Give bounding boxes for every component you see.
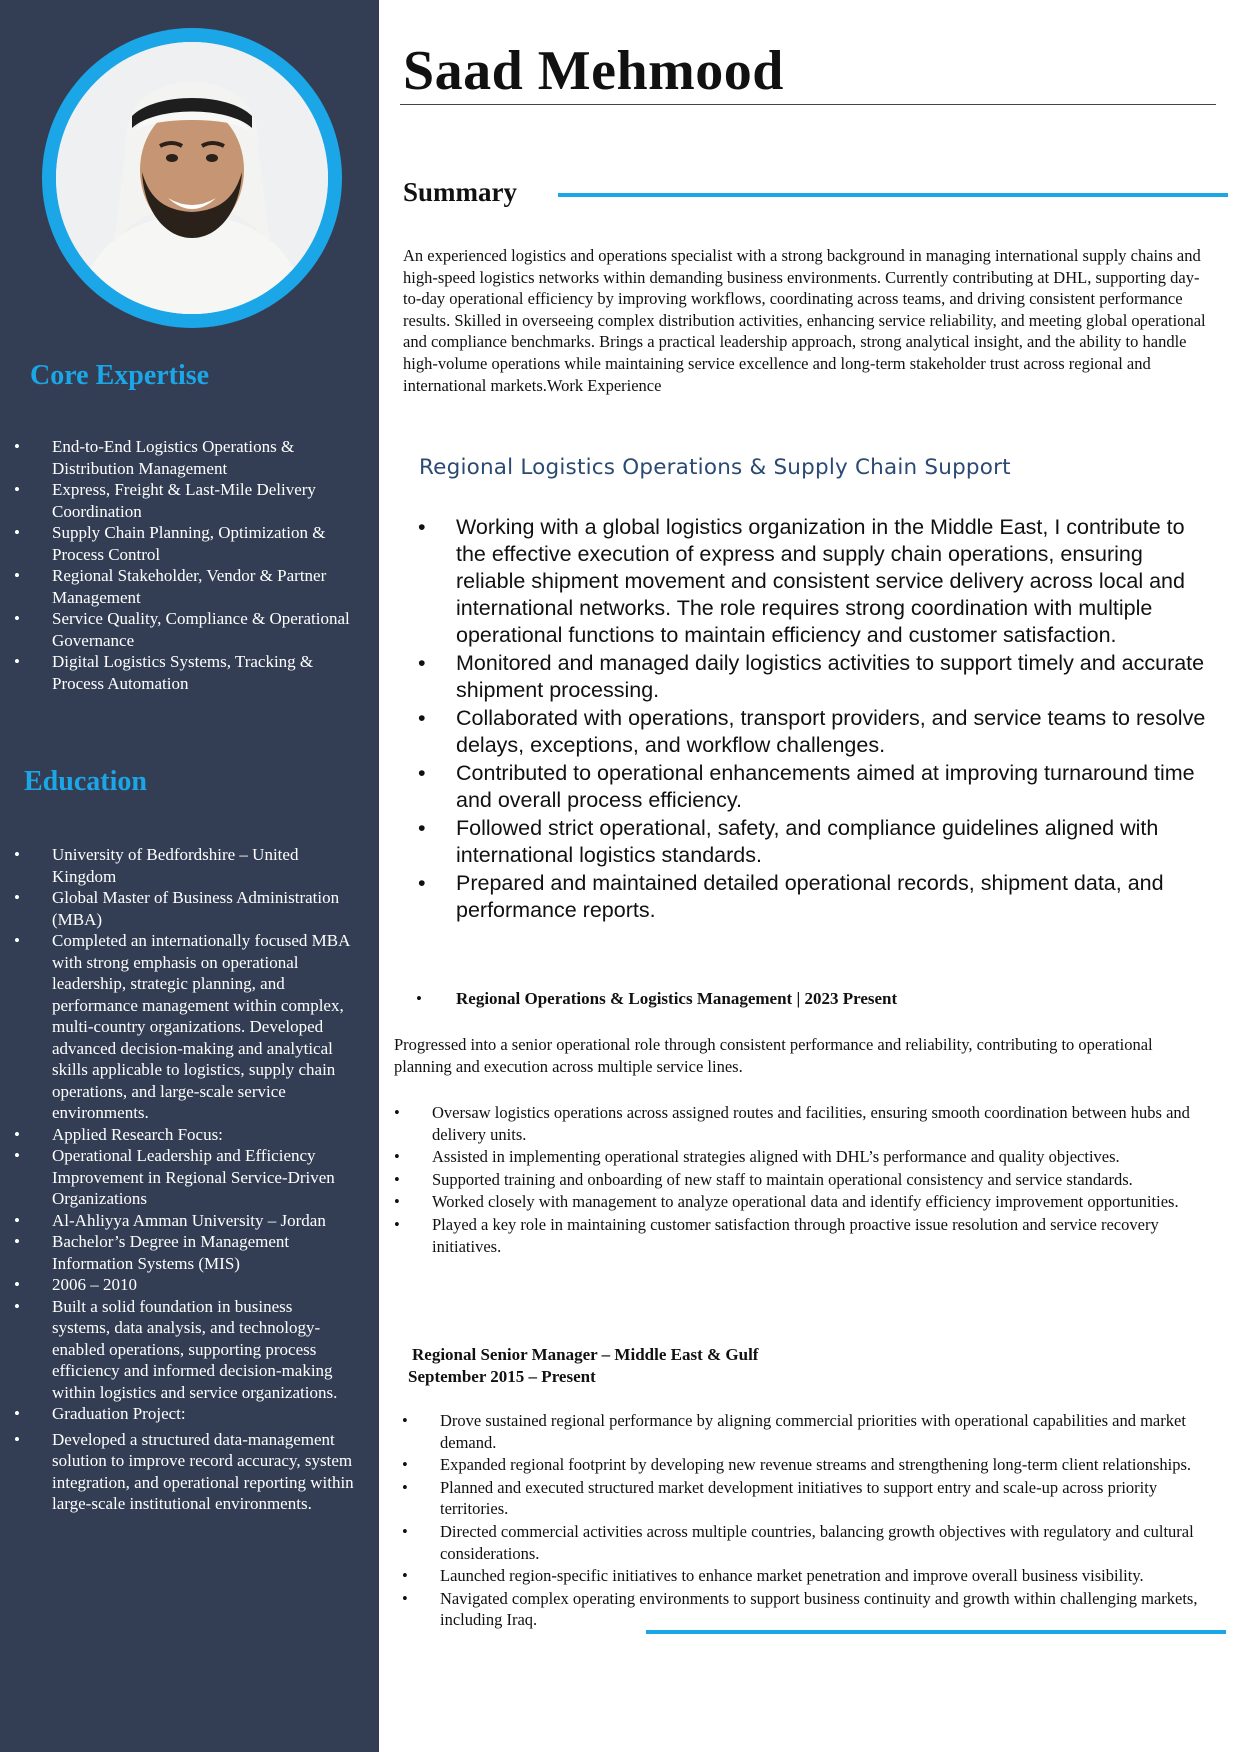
list-item: • Graduation Project: <box>14 1403 354 1425</box>
list-item: • Monitored and managed daily logistics activities to support timely and accurate shipment processing. <box>416 650 1216 704</box>
avatar-icon <box>56 42 328 314</box>
position-1-title-row <box>416 989 897 1009</box>
list-item: • Oversaw logistics operations across assigned routes and facilities, ensuring smooth coordination between hubs and delivery units. <box>394 1102 1194 1145</box>
list-item: • Bachelor’s Degree in Management Information Systems (MIS) <box>14 1231 354 1274</box>
list-item: • Navigated complex operating environments to support business continuity and growth within challenging markets, including Iraq. <box>402 1588 1212 1631</box>
summary-heading: Summary <box>403 177 517 207</box>
bullet-icon: • <box>416 989 422 1008</box>
position-1-title: Regional Operations & Logistics Management | 2023 Present <box>456 989 898 1008</box>
position-1-intro: Progressed into a senior operational role through consistent performance and reliability, contributing to operational planning and execution across multiple service lines. <box>394 1035 1153 1076</box>
list-item: • Played a key role in maintaining customer satisfaction through proactive issue resolution and service recovery initiatives. <box>394 1214 1194 1257</box>
list-item: • Developed a structured data-management solution to improve record accuracy, system integration, and operational reporting within large-scale institutional environments. <box>14 1429 354 1515</box>
list-item: • Built a solid foundation in business systems, data analysis, and technology-enabled operations, supporting process efficiency and informed decision-making within logistics and service organizations. <box>14 1296 354 1404</box>
core-expertise-list <box>14 436 354 694</box>
list-item: • Working with a global logistics organization in the Middle East, I contribute to the effective execution of express and supply chain operations, ensuring reliable shipment movement and consistent service delivery across local and international networks. The role requires strong coordination with multiple operational functions to maintain efficiency and customer satisfaction. <box>416 514 1216 649</box>
list-item: • Regional Stakeholder, Vendor & Partner Management <box>14 565 354 608</box>
position-2-list <box>402 1410 1212 1632</box>
sidebar <box>0 0 379 1752</box>
candidate-name: Saad Mehmood <box>403 40 784 102</box>
education-heading: Education <box>24 766 147 797</box>
profile-photo-ring <box>42 28 342 328</box>
list-item: • Prepared and maintained detailed operational records, shipment data, and performance reports. <box>416 870 1216 924</box>
list-item: • Applied Research Focus: <box>14 1124 354 1146</box>
position-2-date: September 2015 – Present <box>408 1367 596 1386</box>
list-item: • Al-Ahliyya Amman University – Jordan <box>14 1210 354 1232</box>
role-responsibilities-list <box>416 514 1216 925</box>
summary-text: An experienced logistics and operations specialist with a strong background in managing international supply chains and high-speed logistics networks within demanding business environments. Currently contributing at DHL, supporting day-to-day operational efficiency by improving workflows, coordinating across teams, and driving consistent performance results. Skilled in overseeing complex distribution activities, enhancing service reliability, and meeting global operational and compliance benchmarks. Brings a practical leadership approach, strong analytical insight, and the ability to handle high-volume operations while maintaining service excellence and long-term stakeholder trust across regional and international markets.Work Experience <box>403 246 1206 395</box>
list-item: • Collaborated with operations, transport providers, and service teams to resolve delays, exceptions, and workflow challenges. <box>416 705 1216 759</box>
profile-photo <box>56 42 328 314</box>
list-item: • End-to-End Logistics Operations & Distribution Management <box>14 436 354 479</box>
list-item: • Contributed to operational enhancements aimed at improving turnaround time and overall process efficiency. <box>416 760 1216 814</box>
list-item: • Express, Freight & Last-Mile Delivery Coordination <box>14 479 354 522</box>
core-expertise-heading: Core Expertise <box>30 360 210 391</box>
summary-accent-bar <box>558 193 1228 197</box>
list-item: • Operational Leadership and Efficiency Improvement in Regional Service-Driven Organizations <box>14 1145 354 1210</box>
list-item: • Digital Logistics Systems, Tracking & Process Automation <box>14 651 354 694</box>
position-2-title: Regional Senior Manager – Middle East & Gulf <box>412 1345 759 1364</box>
footer-accent-bar <box>646 1630 1226 1634</box>
list-item: • 2006 – 2010 <box>14 1274 354 1296</box>
list-item: • Assisted in implementing operational strategies aligned with DHL’s performance and quality objectives. <box>394 1146 1194 1168</box>
list-item: • Directed commercial activities across multiple countries, balancing growth objectives with regulatory and cultural considerations. <box>402 1521 1212 1564</box>
list-item: • Followed strict operational, safety, and compliance guidelines aligned with international logistics standards. <box>416 815 1216 869</box>
list-item: • Service Quality, Compliance & Operational Governance <box>14 608 354 651</box>
list-item: • University of Bedfordshire – United Kingdom <box>14 844 354 887</box>
name-divider <box>400 104 1216 105</box>
list-item: • Drove sustained regional performance by aligning commercial priorities with operational capabilities and market demand. <box>402 1410 1212 1453</box>
list-item: • Expanded regional footprint by developing new revenue streams and strengthening long-term client relationships. <box>402 1454 1212 1476</box>
education-list <box>14 844 354 1515</box>
list-item: • Supply Chain Planning, Optimization & Process Control <box>14 522 354 565</box>
list-item: • Completed an internationally focused MBA with strong emphasis on operational leadership, strategic planning, and performance management within complex, multi-country organizations. Developed advanced decision-making and analytical skills applicable to logistics, supply chain operations, and large-scale service environments. <box>14 930 354 1124</box>
role-heading: Regional Logistics Operations & Supply Chain Support <box>419 455 1011 480</box>
list-item: • Launched region-specific initiatives to enhance market penetration and improve overall business visibility. <box>402 1565 1212 1587</box>
list-item: • Worked closely with management to analyze operational data and identify efficiency improvement opportunities. <box>394 1191 1194 1213</box>
list-item: • Planned and executed structured market development initiatives to support entry and scale-up across priority territories. <box>402 1477 1212 1520</box>
list-item: • Global Master of Business Administration (MBA) <box>14 887 354 930</box>
position-1-list <box>394 1102 1194 1258</box>
list-item: • Supported training and onboarding of new staff to maintain operational consistency and service standards. <box>394 1169 1194 1191</box>
